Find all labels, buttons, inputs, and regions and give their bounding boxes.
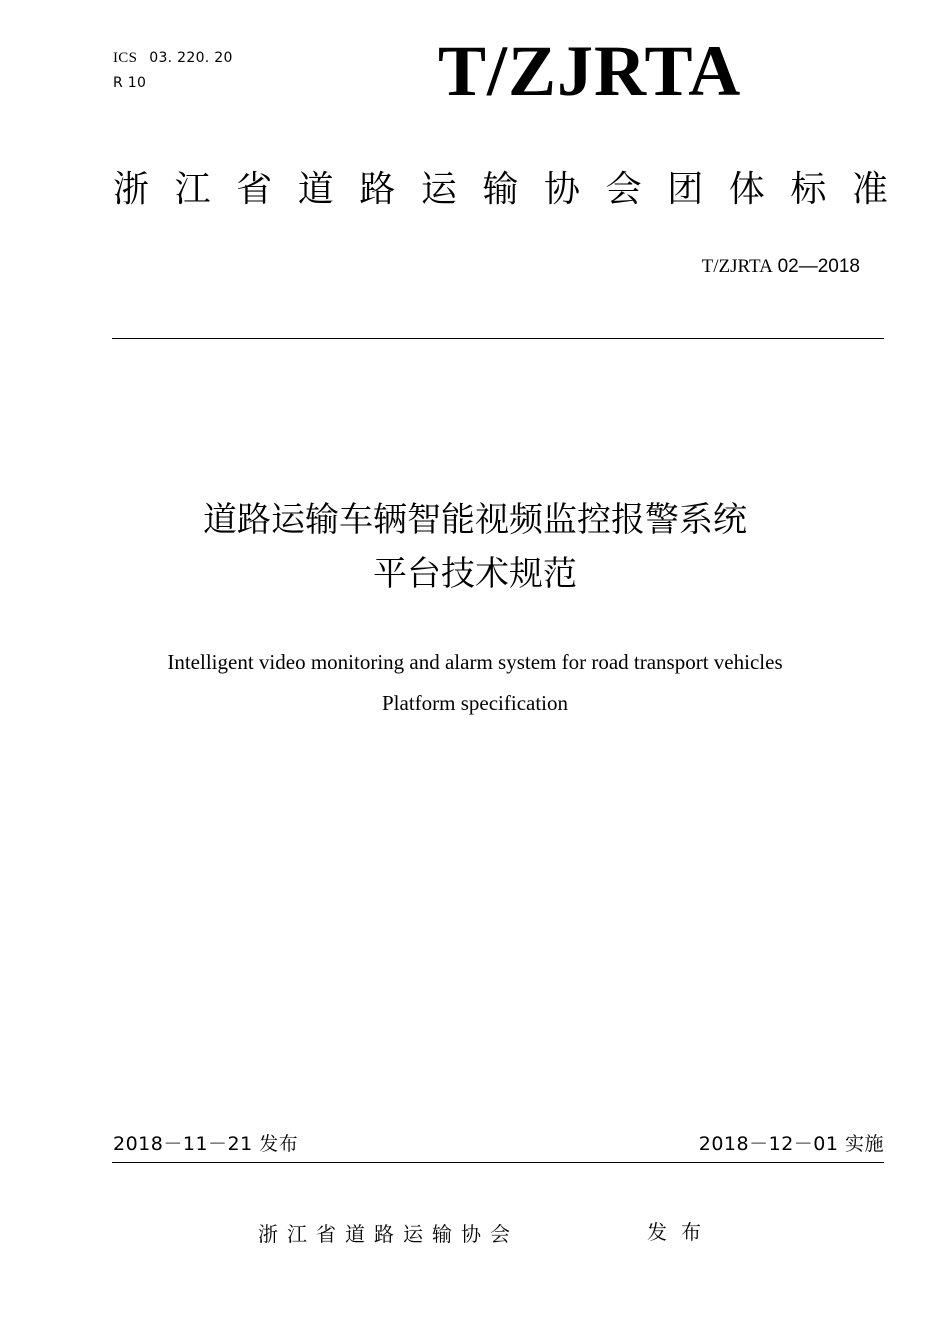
implementation-date: 2018－12－01 实施 [698, 1133, 884, 1155]
title-en-line2: Platform specification [381, 691, 569, 715]
title-cn-line1: 道路运输车辆智能视频监控报警系统 [203, 500, 747, 540]
association-standard-char: 体 [728, 169, 765, 210]
association-standard-char: 会 [605, 169, 642, 210]
standard-number [702, 255, 860, 279]
association-standard-char: 团 [667, 169, 704, 210]
association-standard-char: 江 [174, 169, 211, 210]
ics-code: 03. 220. 20 [149, 50, 233, 66]
issue-date: 2018－11－21 发布 [113, 1133, 299, 1155]
association-standard-char: 标 [790, 169, 827, 210]
association-standard-heading [113, 168, 888, 212]
ics-label: ICS [113, 50, 138, 66]
association-standard-char: 道 [297, 169, 334, 210]
publish-label: 发布 [647, 1220, 715, 1244]
association-standard-char: 协 [544, 169, 581, 210]
publisher-name: 浙江省道路运输协会 [258, 1222, 519, 1246]
association-standard-char: 输 [482, 169, 519, 210]
standard-number-prefix: T/ZJRTA [701, 256, 773, 277]
association-standard-char: 省 [236, 169, 273, 210]
ics-classification [113, 49, 233, 67]
standard-number-value: 02—2018 [777, 256, 860, 277]
title-en-line1: Intelligent video monitoring and alarm system for road transport vehicles [167, 650, 783, 674]
bottom-divider [112, 1162, 884, 1163]
association-standard-char: 路 [359, 169, 396, 210]
ccs-classification: R 10 [113, 75, 147, 91]
org-code-title: T/ZJRTA [438, 31, 742, 111]
title-cn-line2: 平台技术规范 [373, 554, 577, 594]
association-standard-char: 准 [851, 169, 888, 210]
association-standard-char: 运 [420, 169, 457, 210]
top-divider [112, 338, 884, 339]
association-standard-char: 浙 [113, 169, 150, 210]
